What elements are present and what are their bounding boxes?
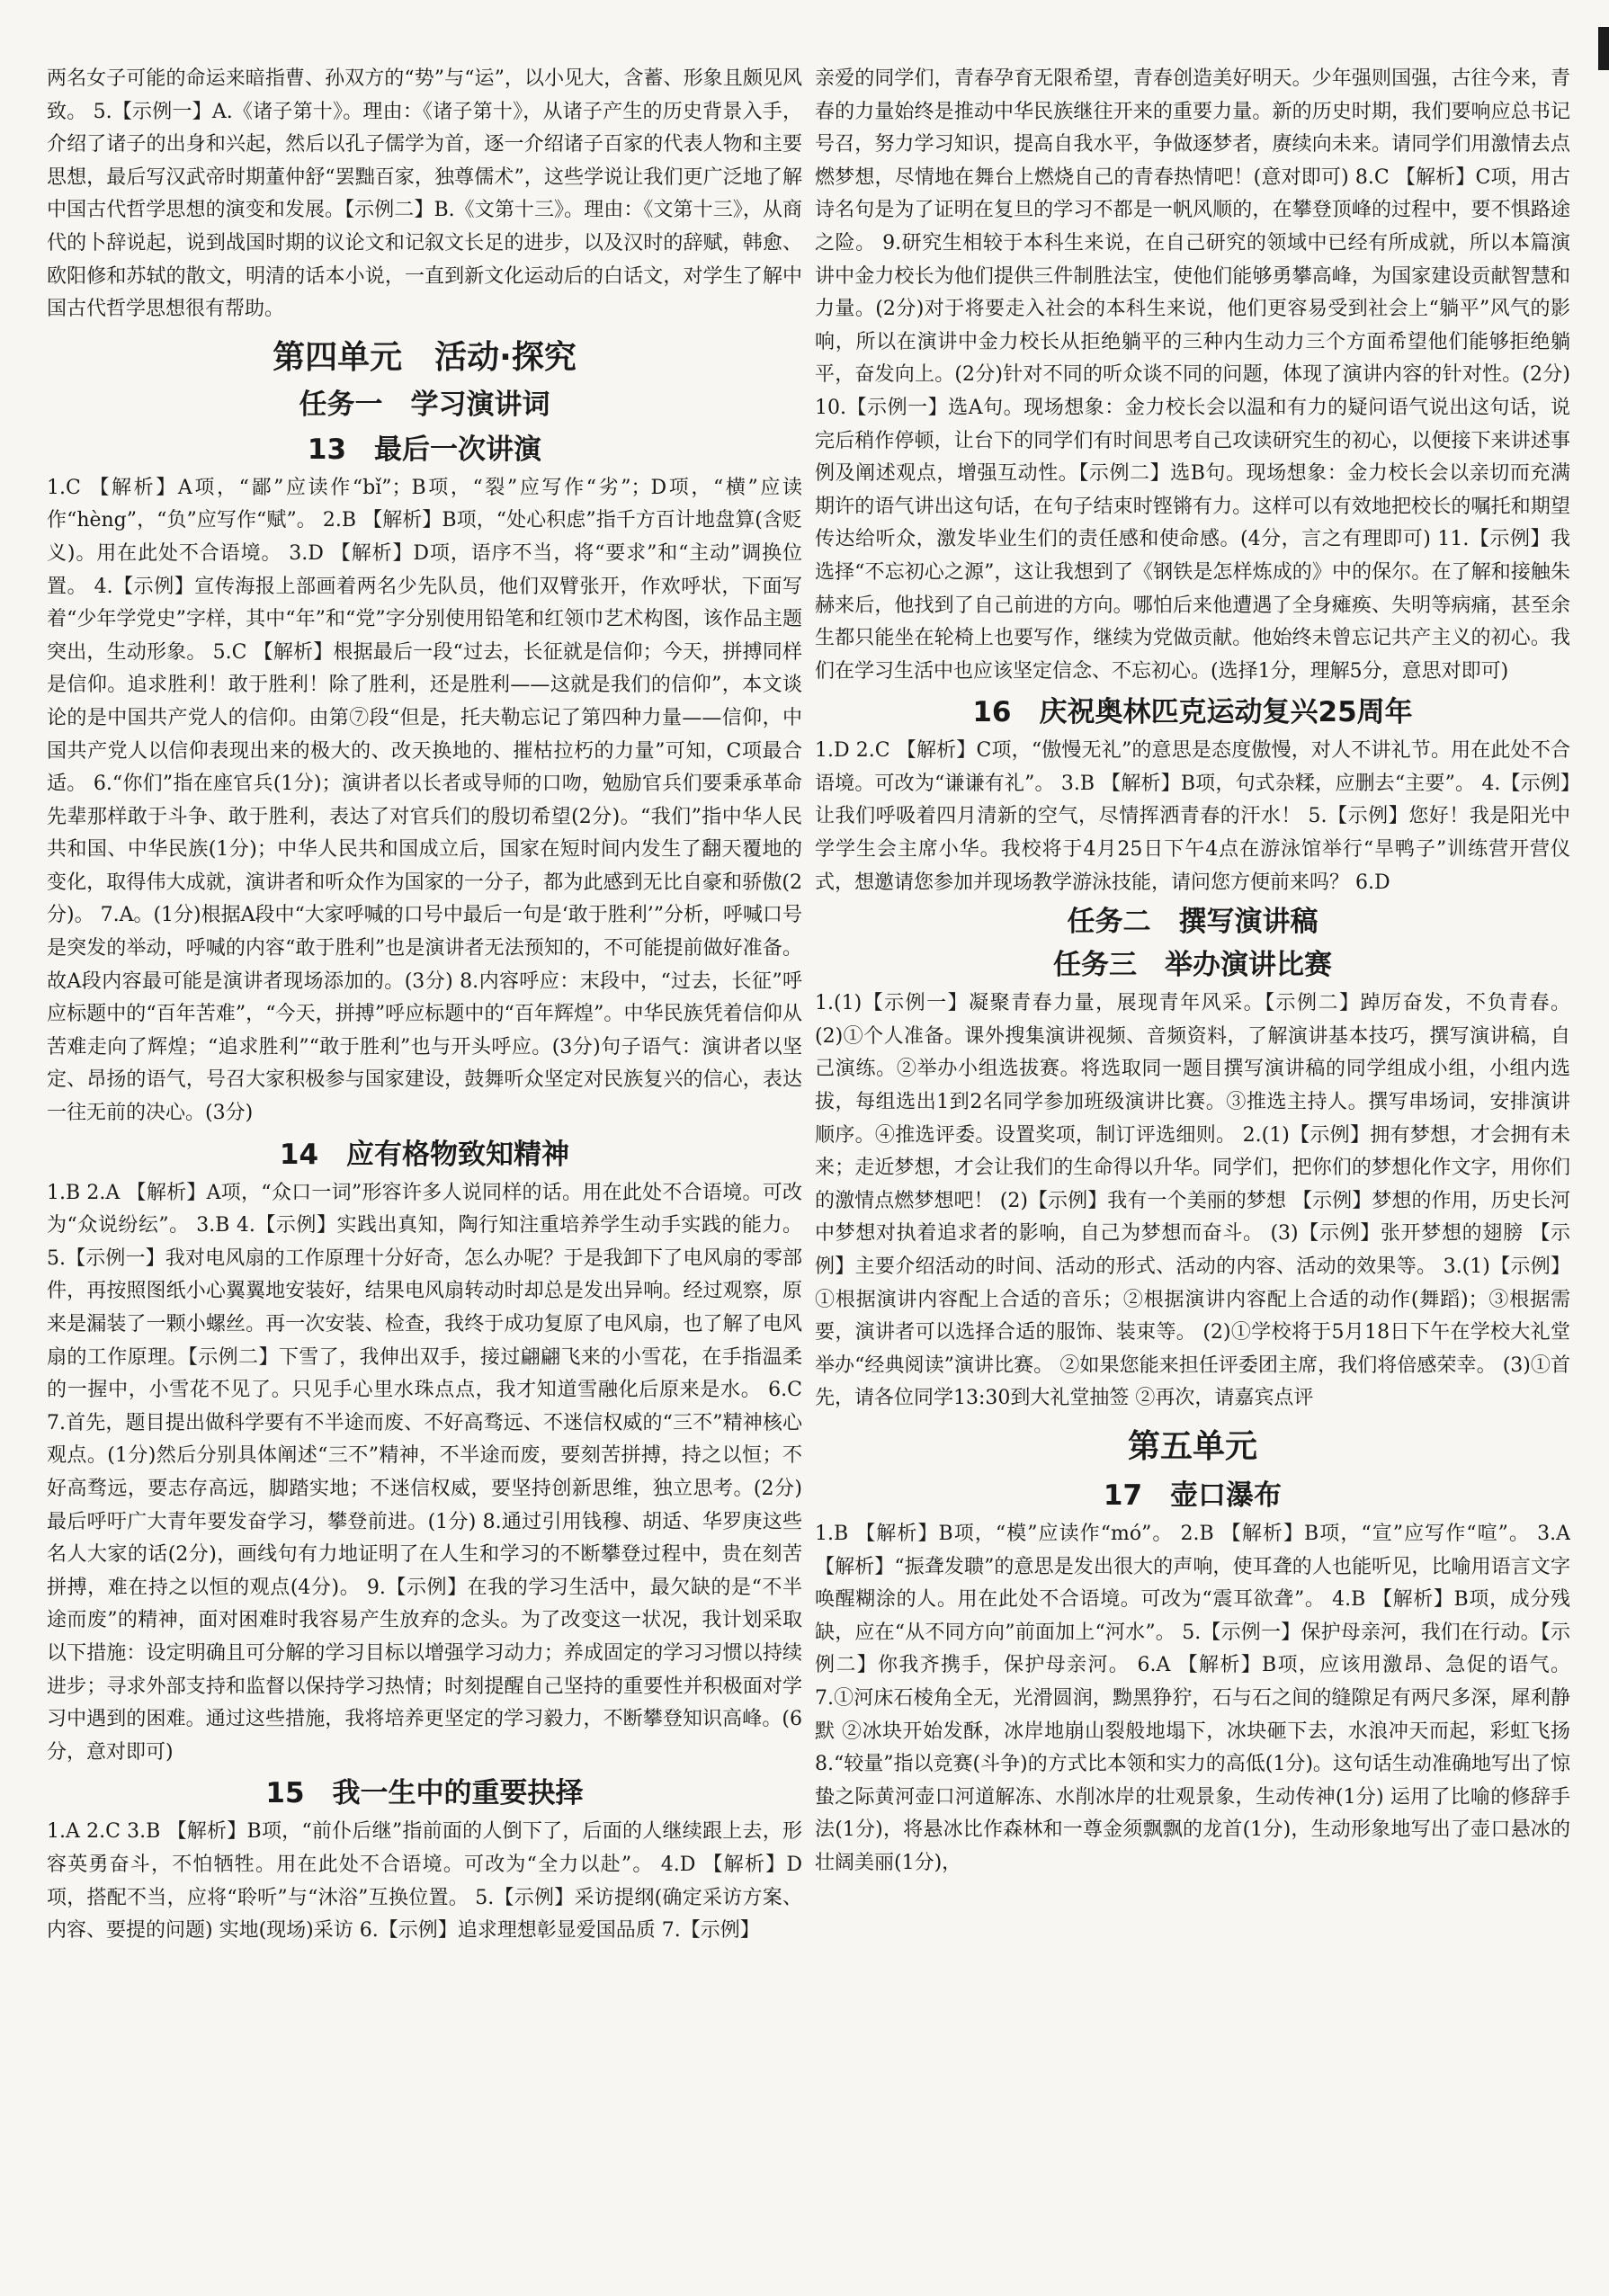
answer-paragraph: 1.C 【解析】A项，“鄙”应读作“bǐ”；B项，“裂”应写作“劣”；D项，“横”应读作“hèng”，“负”应写作“赋”。 2.B 【解析】B项，“处心积虑”指千方百计地盘算(含贬义)。用在此处不合语境。 3.D 【解析】D项，语序不当，将“要求”和“主动”调换位置。 4.【示例】宣传海报上部画着两名少先队员，他们双臂张开，作欢呼状，下面写着“少年学党史”字样，其中“年”和“党”字分别使用铅笔和红领巾艺术构图，该作品主题突出，生动形象。 5.C 【解析】根据最后一段“过去，长征就是信仰；今天，拼搏同样是信仰。追求胜利！敢于胜利！除了胜利，还是胜利——这就是我们的信仰”，本文谈论的是中国共产党人的信仰。由第⑦段“但是，托夫勒忘记了第四种力量——信仰，中国共产党人以信仰表现出来的极大的、改天换地的、摧枯拉朽的力量”可知，C项最合适。 6.“你们”指在座官兵(1分)；演讲者以长者或导师的口吻，勉励官兵们要秉承革命先辈那样敢于斗争、敢于胜利，表达了对官兵们的殷切希望(2分)。“我们”指中华人民共和国、中华民族(1分)；中华人民共和国成立后，国家在短时间内发生了翻天覆地的变化，取得伟大成就，演讲者和听众作为国家的一分子，都为此感到无比自豪和骄傲(2分)。 7.A。(1分)根据A段中“大家呼喊的口号中最后一句是‘敢于胜利’”分析，呼喊口号是突发的举动，呼喊的内容“敢于胜利”也是演讲者无法预知的，不可能提前做好准备。故A段内容最可能是演讲者现场添加的。(3分) 8.内容呼应：末段中，“过去，长征”呼应标题中的“百年苦难”，“今天，拼搏”呼应标题中的“百年辉煌”。中华民族凭着信仰从苦难走向了辉煌；“追求胜利”“敢于胜利”也与开头呼应。(3分)句子语气：演讲者以坚定、昂扬的语气，号召大家积极参与国家建设，鼓舞听众坚定对民族复兴的信心，表达一往无前的决心。(3分) (47, 476, 802, 1125)
right-column (815, 63, 1570, 2293)
answer-paragraph: 1.D 2.C 【解析】C项，“傲慢无礼”的意思是态度傲慢，对人不讲礼节。用在此处不合语境。可改为“谦谦有礼”。 3.B 【解析】B项，句式杂糅，应删去“主要”。 4.【示例】让我们呼吸着四月清新的空气，尽情挥洒青春的汗水！ 5.【示例】您好！我是阳光中学学生会主席小华。我校将于4月25日下午4点在游泳馆举行“旱鸭子”训练营开营仪式，想邀请您参加并现场教学游泳技能，请问您方便前来吗？ 6.D (815, 739, 1570, 894)
lesson-heading: 16 庆祝奥林匹克运动复兴25周年 (972, 696, 1413, 729)
answer-paragraph: 两名女子可能的命运来暗指曹、孙双方的“势”与“运”，以小见大，含蓄、形象且颇见风致。 5.【示例一】A.《诸子第十》。理由：《诸子第十》，从诸子产生的历史背景入手，介绍了诸子的出身和兴起，然后以孔子儒学为首，逐一介绍诸子百家的代表人物和主要思想，最后写汉武帝时期董仲舒“罢黜百家，独尊儒术”，这些学说让我们更广泛地了解中国古代哲学思想的演变和发展。【示例二】B.《文第十三》。理由：《文第十三》，从商代的卜辞说起，说到战国时期的议论文和记叙文长足的进步，以及汉时的辞赋，韩愈、欧阳修和苏轼的散文，明清的话本小说，一直到新文化运动后的白话文，对学生了解中国古代哲学思想很有帮助。 (47, 67, 802, 321)
answer-paragraph: 1.A 2.C 3.B 【解析】B项，“前仆后继”指前面的人倒下了，后面的人继续跟上去，形容英勇奋斗，不怕牺牲。用在此处不合语境。可改为“全力以赴”。 4.D 【解析】D项，搭配不当，应将“聆听”与“沐浴”互换位置。 5.【示例】采访提纲(确定采访方案、内容、要提的问题) 实地(现场)采访 6.【示例】追求理想彰显爱国品质 7.【示例】 (47, 1820, 802, 1943)
lesson-heading: 17 壶口瀑布 (1103, 1479, 1283, 1512)
lesson-heading: 13 最后一次讲演 (307, 433, 542, 466)
answer-paragraph: 1.(1)【示例一】凝聚青春力量，展现青年风采。【示例二】踔厉奋发，不负青春。 (2)①个人准备。课外搜集演讲视频、音频资料，了解演讲基本技巧，撰写演讲稿，自己演练。②举办小组选拔赛。将选取同一题目撰写演讲稿的同学组成小组，小组内选拔，每组选出1到2名同学参加班级演讲比赛。③推选主持人。撰写串场词，安排演讲顺序。④推选评委。设置奖项，制订评选细则。 2.(1)【示例】拥有梦想，才会拥有未来；走近梦想，才会让我们的生命得以升华。同学们，把你们的梦想化作文字，用你们的激情点燃梦想吧！ (2)【示例】我有一个美丽的梦想 【示例】梦想的作用，历史长河中梦想对执着追求者的影响，自己为梦想而奋斗。 (3)【示例】张开梦想的翅膀 【示例】主要介绍活动的时间、活动的形式、活动的内容、活动的效果等。 3.(1)【示例】①根据演讲内容配上合适的音乐；②根据演讲内容配上合适的动作(舞蹈)；③根据需要，演讲者可以选择合适的服饰、装束等。 (2)①学校将于5月18日下午在学校大礼堂举办“经典阅读”演讲比赛。 ②如果您能来担任评委团主席，我们将倍感荣幸。 (3)①首先，请各位同学13:30到大礼堂抽签 ②再次，请嘉宾点评 (815, 992, 1570, 1410)
left-column (47, 63, 802, 2293)
lesson-heading: 14 应有格物致知精神 (279, 1138, 570, 1171)
lesson-heading: 15 我一生中的重要抉择 (265, 1777, 584, 1810)
answer-paragraph: 亲爱的同学们，青春孕育无限希望，青春创造美好明天。少年强则国强，古往今来，青春的力量始终是推动中华民族继往开来的重要力量。新的历史时期，我们要响应总书记号召，努力学习知识，提高自我水平，争做逐梦者，赓续向未来。请同学们用激情去点燃梦想，尽情地在舞台上燃烧自己的青春热情吧！(意对即可) 8.C 【解析】C项，用古诗名句是为了证明在复旦的学习不都是一帆风顺的，在攀登顶峰的过程中，要不惧路途之险。 9.研究生相较于本科生来说，在自己研究的领域中已经有所成就，所以本篇演讲中金力校长为他们提供三件制胜法宝，使他们能够勇攀高峰，为国家建设贡献智慧和力量。(2分)对于将要走入社会的本科生来说，他们更容易受到社会上“躺平”风气的影响，所以在演讲中金力校长从拒绝躺平的三种内生动力三个方面希望他们能够拒绝躺平，奋发向上。(2分)针对不同的听众谈不同的问题，体现了演讲内容的针对性。(2分) 10.【示例一】选A句。现场想象：金力校长会以温和有力的疑问语气说出这句话，说完后稍作停顿，让台下的同学们有时间思考自己攻读研究生的初心，以便接下来讲述事例及阐述观点，增强互动性。【示例二】选B句。现场想象：金力校长会以亲切而充满期许的语气讲出这句话，在句子结束时铿锵有力。这样可以有效地把校长的嘱托和期望传达给听众，激发毕业生们的责任感和使命感。(4分，言之有理即可) 11.【示例】我选择“不忘初心之源”，这让我想到了《钢铁是怎样炼成的》中的保尔。在了解和接触朱赫来后，他找到了自己前进的方向。哪怕后来他遭遇了全身瘫痪、失明等病痛，甚至余生都只能坐在轮椅上也要写作，继续为党做贡献。他始终未曾忘记共产主义的初心。我们在学习生活中也应该坚定信念、不忘初心。(选择1分，理解5分，意思对即可) (815, 67, 1570, 683)
unit-heading: 第五单元 (1127, 1427, 1257, 1465)
unit-heading: 第四单元 活动·探究 (273, 338, 577, 376)
task-heading: 任务三 举办演讲比赛 (1053, 949, 1332, 982)
answer-paragraph: 1.B 2.A 【解析】A项，“众口一词”形容许多人说同样的话。用在此处不合语境。可改为“众说纷纭”。 3.B 4.【示例】实践出真知，陶行知注重培养学生动手实践的能力。 5.【示例一】我对电风扇的工作原理十分好奇，怎么办呢？于是我卸下了电风扇的零部件，再按照图纸小心翼翼地安装好，结果电风扇转动时却总是发出异响。经过观察，原来是漏装了一颗小螺丝。再一次安装、检查，我终于成功复原了电风扇，也了解了电风扇的工作原理。【示例二】下雪了，我伸出双手，接过翩翩飞来的小雪花，在手指温柔的一握中，小雪花不见了。只见手心里水珠点点，我才知道雪融化后原来是水。 6.C 7.首先，题目提出做科学要有不半途而废、不好高骛远、不迷信权威的“三不”精神核心观点。(1分)然后分别具体阐述“三不”精神，不半途而废，要刻苦拼搏，持之以恒；不好高骛远，要志存高远，脚踏实地；不迷信权威，要坚持创新思维，独立思考。(2分)最后呼吁广大青年要发奋学习，攀登前进。(1分) 8.通过引用钱穆、胡适、华罗庚这些名人大家的话(2分)，画线句有力地证明了在人生和学习的不断攀登过程中，贵在刻苦拼搏，难在持之以恒的观点(4分)。 9.【示例】在我的学习生活中，最欠缺的是“不半途而废”的精神，面对困难时我容易产生放弃的念头。为了改变这一状况，我计划采取以下措施：设定明确且可分解的学习目标以增强学习动力；养成固定的学习习惯以持续进步；寻求外部支持和监督以保持学习热情；时刻提醒自己坚持的重要性并积极面对学习中遇到的困难。通过这些措施，我将培养更坚定的学习毅力，不断攀登知识高峰。(6分，意对即可) (47, 1181, 802, 1764)
task-heading: 任务一 学习演讲词 (299, 388, 550, 421)
page-edge-marker (1598, 27, 1609, 70)
task-heading: 任务二 撰写演讲稿 (1067, 906, 1318, 939)
answer-paragraph: 1.B 【解析】B项，“模”应读作“mó”。 2.B 【解析】B项，“宣”应写作“喧”。 3.A 【解析】“振聋发聩”的意思是发出很大的声响，使耳聋的人也能听见，比喻用语言文字唤醒糊涂的人。用在此处不合语境。可改为“震耳欲聋”。 4.B 【解析】B项，成分残缺，应在“从不同方向”前面加上“河水”。 5.【示例一】保护母亲河，我们在行动。【示例二】你我齐携手，保护母亲河。 6.A 【解析】B项，应该用激昂、急促的语气。 7.①河床石棱角全无，光滑圆润，黝黑狰狞，石与石之间的缝隙足有两尺多深，犀利静默 ②冰块开始发酥，冰岸地崩山裂般地塌下，冰块砸下去，水浪冲天而起，彩虹飞扬 8.“较量”指以竞赛(斗争)的方式比本领和实力的高低(1分)。这句话生动准确地写出了惊蛰之际黄河壶口河道解冻、水削冰岸的壮观景象，生动传神(1分) 运用了比喻的修辞手法(1分)，将悬冰比作森林和一尊金须飘飘的龙首(1分)，生动形象地写出了壶口悬冰的壮阔美丽(1分)， (815, 1522, 1570, 1874)
